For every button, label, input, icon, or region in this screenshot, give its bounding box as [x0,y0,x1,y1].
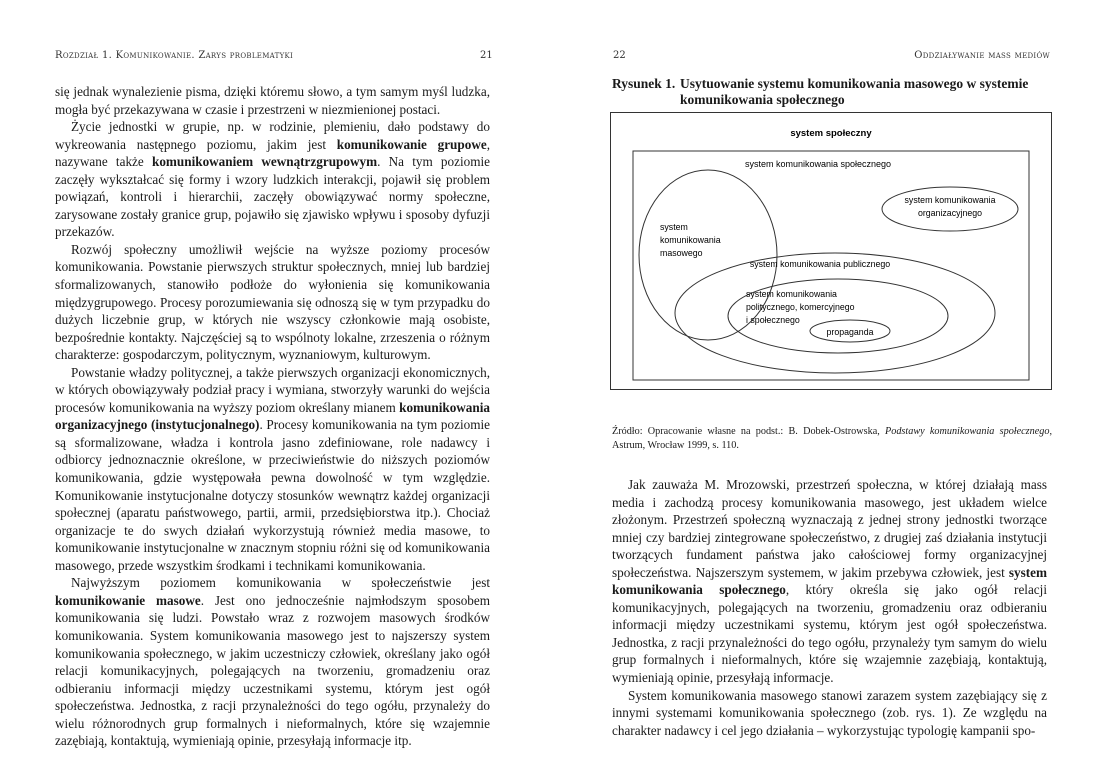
label-propaganda: propaganda [826,327,874,337]
paragraph [55,83,490,118]
figure-title [612,76,1052,108]
label-public: system komunikowania publicznego [749,259,891,269]
page-number-right: 22 [613,50,626,61]
figure-title-line2: komunikowania społecznego [680,92,845,107]
label-political-1: system komunikowania [746,289,837,299]
label-mass-3: masowego [660,248,703,258]
figure-label: Rysunek 1. [612,76,676,91]
label-mass-1: system [660,222,688,232]
text-run: . Procesy komunikowania na tym poziomie są sformalizowane, władza i kontrola jasno zdefiniowane, role nadawcy i odbiorcy jednoznacznie określone, w przeciwieństwie do niższych poziomów komunikowania, gdzie występowała pewna dowolność w tym względzie. Komunikowanie instytucjonalne dotyczy stosunków wewnątrz każdej organizacji społecznej (aparatu państwowego, partii, armii, przedsiębiorstwa itp.). Chociaż organizacje te do swych działań wykorzystują również media masowe, to komunikowanie instytucjonalne w znacznym stopniu różni się od komunikowania masowego, przede wszystkim środkami i technikami komunikowania. [55,417,490,573]
label-political-2: politycznego, komercyjnego [746,302,855,312]
text-run: Życie jednostki w grupie, np. w rodzinie, plemieniu, dało podstawy do wykreowania następnego poziomu, jakim jest [55,119,490,152]
label-political-3: i społecznego [746,315,800,325]
text-run: Rozwój społeczny umożliwił wejście na wyższe poziomy procesów komunikowania. Powstanie pierwszych struktur społecznych, mniej lub bardziej sformalizowanych, stanowiło podłoże do wyłonienia się komunikowania międzygrupowego. Procesy porozumiewania się odnoszą się w tym przypadku do dużych liczebnie grup, w których nie wszyscy członkowie mają osobiste, bezpośrednie kontakty. Najczęściej są to wspólnoty lokalne, zrzeszenia o różnym charakterze: gospodarczym, politycznym, wyznaniowym, kulturowym. [55,241,490,363]
text-run: System komunikowania masowego stanowi zarazem system zazębiający się z innymi systemami komunikowania społecznego (zob. rys. 1). Ze względu na charakter nadawcy i cel jego działania – wykorzystując typologię kampanii spo- [612,687,1047,738]
text-run: Jak zauważa M. Mrozowski, przestrzeń społeczna, w której działają mass media i zachodzą procesy komunikowania masowego, jest układem wielce złożonym. Przestrzeń społeczną wyznaczają z jednej strony jednostki tworzące mniej czy bardziej zintegrowane społeczeństwo, z drugiej zaś działania instytucji tworzących fundament państwa jako całościowej formy organizacyjnej społeczeństwa. Najszerszym systemem, w jakim przebywa człowiek, jest [612,477,1047,580]
left-body-text [55,83,490,750]
source-suffix: , Astrum, Wrocław 1999, s. 110. [612,426,1052,451]
text-run: się jednak wynalezienie pisma, dzięki któremu słowo, a tym samym myśl ludzka, mogła być przekazywana w czasie i przestrzeni w niezmienionej postaci. [55,84,490,117]
communication-systems-diagram [610,112,1052,390]
bold-term: komunikowaniem wewnątrzgrupowym [151,154,378,170]
paragraph [55,118,490,241]
label-organizational-2: organizacyjnego [917,208,983,218]
label-social-system: system społeczny [790,128,872,139]
text-run: , który określa się jako ogół relacji komunikacyjnych, polegających na tworzeniu, gromadzeniu oraz odbieraniu informacji między uczestnikami systemu, którym jest ogół społeczeństwa. Jednostka, z racji przynależności do tego ogółu, przynależy tym samym do wielu grup formalnych i nieformalnych, które się wzajemnie zazębiają, kontaktują, wymieniają opinie, przesyłają informacje. [612,582,1047,686]
text-run: . Na tym poziomie zaczęły wykształcać się formy i wzory ludzkich interakcji, pojawił się problem powiązań, kontroli i hierarchii, zaczęły obowiązywać normy społeczne, zarysowane zostały granice grup, pojawiło się zjawisko wpływu i sposoby dyfuzji przekazów. [55,154,490,240]
text-run: Powstanie władzy politycznej, a także pierwszych organizacji ekonomicznych, w których obowiązywały podział pracy i wymiana, stworzyły warunki do wejścia procesów komunikowania na wyższy poziom określany mianem [55,364,490,415]
text-run: . Jest ono jednocześnie najmłodszym sposobem komunikowania się ludzi. Powstało wraz z rozwojem masowych środków komunikowania. System komunikowania masowego jest to najszerszy system komunikowania społecznego, w jakim uczestniczy człowiek, określany jako ogół relacji komunikacyjnych, polegających na tworzeniu, gromadzeniu oraz odbieraniu informacji między uczestnikami systemu, którym jest ogół społeczeństwa. Jednostka, z racji przynależności do tego ogółu, przynależy do wielu różnorodnych grup formalnych i nieformalnych, które się wzajemnie zazębiają, kontaktują, wymieniają opinie, przesyłają informacje itp. [55,592,490,749]
running-head-left: Rozdział 1. Komunikowanie. Zarys problematyki [55,50,294,61]
running-head-right: Oddziaływanie mass mediów [914,50,1050,61]
figure-title-line1: Usytuowanie systemu komunikowania masowego w systemie [680,76,1029,91]
page-number-left: 21 [480,50,493,61]
paragraph [55,241,490,364]
label-social-communication: system komunikowania społecznego [744,159,892,169]
figure-source [612,425,1052,453]
bold-term: system komunikowania społecznego [612,564,1047,598]
paragraph [612,687,1047,740]
paragraph [55,574,490,749]
right-body-text [612,476,1047,739]
source-title: Podstawy komunikowania społecznego [885,426,1050,437]
bold-term: komunikowania organizacyjnego (instytucjonalnego) [55,399,490,433]
paragraph [612,476,1047,687]
text-run: Najwyższym poziomem komunikowania w społeczeństwie jest [71,575,490,591]
bold-term: komunikowanie masowe [55,592,201,608]
label-organizational-1: system komunikowania [904,195,996,205]
bold-term: komunikowanie grupowe [336,136,487,152]
text-run: , nazywane także [55,136,490,170]
label-mass-2: komunikowania [660,235,721,245]
source-prefix: Źródło: Opracowanie własne na podst.: B. Dobek-Ostrowska, [612,426,886,437]
paragraph [55,364,490,575]
right-page [550,0,1100,778]
